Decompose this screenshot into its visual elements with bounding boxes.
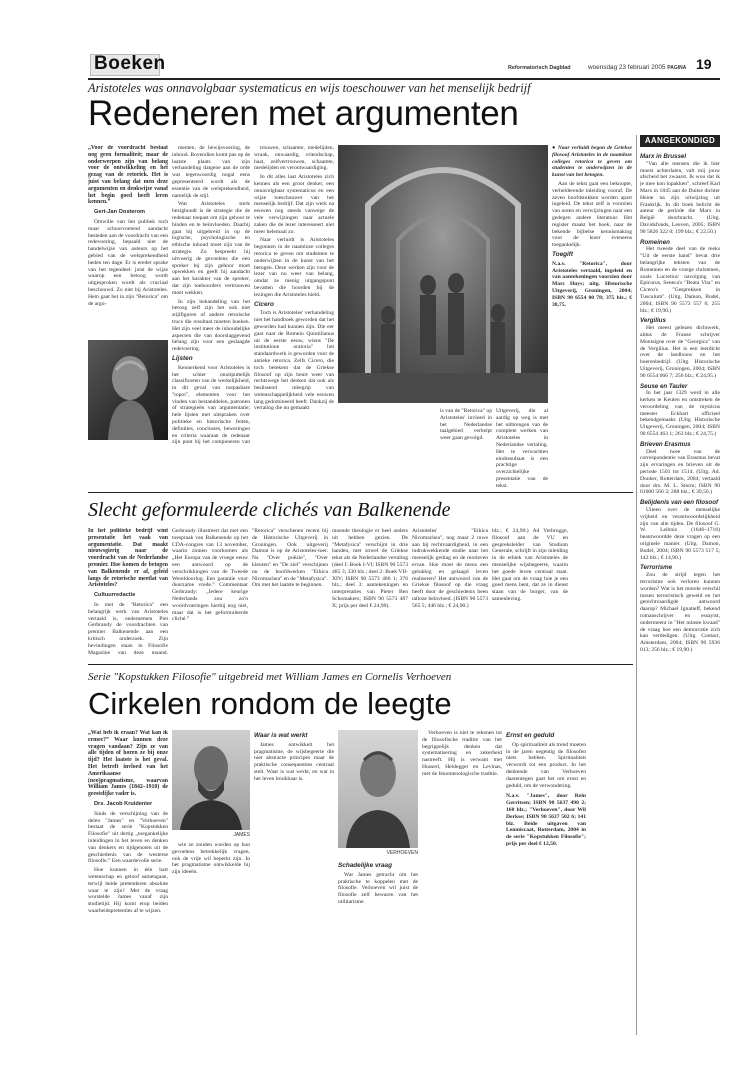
section-rule-2 bbox=[88, 664, 633, 665]
sidebar-item-text: In het jaar 1329 werd in alle kerken te Keulen en omstreken de veroordeling van de mysticus meester Eckhart officieel bekendgemaakt. (Uitg. Historische Uitgeverij, Groningen, 2004; ISBN 90 6554 463 1; 263 blz.; € 24,75.) bbox=[640, 390, 720, 438]
subhead-waar: Waar is wat werkt bbox=[254, 732, 308, 739]
article1-col2 bbox=[172, 145, 250, 445]
article1-caption-col bbox=[552, 145, 632, 490]
sidebar-title-text: AANGEKONDIGD bbox=[644, 136, 716, 145]
article2-col3 bbox=[252, 528, 328, 656]
article1-headline: Redeneren met argumenten bbox=[88, 94, 519, 133]
sidebar-title bbox=[640, 135, 720, 147]
article1-col1-text: Omwille van het publiek toch maar schoorvoetend aandacht besteden aan de voordracht van een redevoering, bepaald niet de handelwijze van auteurs op het gebied van de welsprekendheid heden ten dage. Er is ereder sprake van het tegendeel: juist de wijze waarop een betoog wordt uitgesproken wordt als cruciaal beschouwd. Zo niet bij Aristoteles. Hem gaat het in zijn "Retorica" om de argu- bbox=[88, 218, 168, 307]
article2-col5 bbox=[412, 528, 488, 656]
article1-col2a: menten, de bewijsvoering, de inhoud. Bovendien komt pas op de laatste plaats van zijn verhandeling datgene aan de orde wat tegenwoordig nogal eens gepresenteerd wordt als de essentie van de welsprekendheid, namelijk de stijl. bbox=[172, 145, 250, 199]
masthead-rule bbox=[88, 78, 720, 80]
article1-caption: Aan de tekst gaat een beknopte, verhelderende inleiding vooraf. De zeven hoofdstukken worden apart ingeleid. De tekst zelf is voorzien van noten en verwijzingen naar een gedegen andere literatuur. Het register maakt het boek, naar de bekende bijbelse kennismaking voor de lezer eveneens toegankelijk. bbox=[552, 180, 632, 249]
bust-illustration bbox=[88, 340, 168, 440]
article2-col4 bbox=[332, 528, 408, 656]
article3-col4 bbox=[338, 860, 418, 1030]
page-number: 19 bbox=[696, 56, 712, 72]
subhead-toegift: Toegift bbox=[552, 250, 574, 258]
article2-col1 bbox=[88, 528, 168, 656]
article1-col6 bbox=[440, 408, 492, 488]
article1-col2d: Kennerkend voor Aristoteles is het schier onuitputtelijk classificeren van de werkelijkheid, in dit geval van toepasbare "topoi", elementen voor het vinden van bestanddelen, patronen of strategieën van argumentatie; hele lijsten met uitspraken over politieke en historische feiten, definities, conclusies, beweringen en criteria waaraan de redenaar zijn punt bij het componeren van bbox=[172, 364, 250, 445]
sidebar-list bbox=[640, 150, 720, 1030]
article2-col3-text: "Retorica" verschenen recent bij de Historische Uitgeverij in Groningen. Ook uitgeverij Damon is op de Aristoteles-toer. Na "Over poëzie", "Over kleuren" en "De ziel" verschijnen nu de hoofdwerken "Ethica Nicomachea" en de "Metafysica". Om met het laatste te beginnen. bbox=[252, 528, 328, 589]
article2-sub: Cultuurredactie bbox=[94, 592, 136, 599]
article1-col3b: In dit alles laat Aristoteles zich kennen als een groot denker, een onnavolgbaar systematicus en een wijze toeschouwer van het menselijk bedrijf. Dat zijn werk na eeuwen nog steeds vanwege de vele verwijzingen naar actuele zaken die de lezer interesseert niet meer helemaal zo. bbox=[254, 174, 334, 235]
section-rule-1 bbox=[88, 492, 633, 493]
article1-kicker: Aristoteles was onnavolgbaar systematicus en wijs toeschouwer van het menselijk bedrijf bbox=[88, 81, 531, 95]
article2-col6-text: blz.; € 24,90.) Ad Verbrugge, filosoof aan de VU en gespreksleider van Studium Generale, schrijft in zijn inleiding in de ethiek van Aristoteles de menselijke wijsbegeerte, waarin het goede leven centraal staat. Het gaat om de vraag hoe je een goed mens bent, dat ze in dienst staan van de burger, van de samenleving. bbox=[492, 528, 568, 602]
article1-col7a: Uitgeverij, die al aardig op weg is met het uitbrengen van de complete werken van Aristoteles in Nederlandse vertaling. Het te verwachten eindresultaat is een prachtige overzichtelijke presentatie van de tekst. bbox=[496, 408, 548, 488]
article2-headline: Slecht geformuleerde clichés van Balkenende bbox=[88, 499, 451, 521]
subhead-ernst: Ernst en geduld bbox=[506, 732, 555, 739]
article3-col5 bbox=[422, 730, 502, 1030]
article3-biblio: N.a.v. "James", door Rein Gerritsen; ISBN 90 5637 490 2; 160 blz.; "Verhoeven", door Wil Derkse; ISBN 90 5637 502 6; 141 blz. Beide uitgaven van Lemniscaat, Rotterdam, 2004 in de serie "Kopstukken Filosofie"; prijs per deel € 12,50. bbox=[506, 793, 586, 847]
sidebar-item-heading: Romeinen bbox=[640, 238, 670, 246]
painting-illustration bbox=[338, 145, 548, 403]
subhead-lijsten: Lijsten bbox=[172, 354, 193, 362]
article3-col7-text: Op spiritualiteit als trend moeten in de jaren negentig de filosofen niets hebben. Spiritualiteit verwordt tot een product. In het denkende van Verhoeven daarentegen gaat het om ernst en geduld, om de verwondering. bbox=[506, 741, 586, 789]
article2-col4-text: moende theologie er heel anders uit hebben gezien. De "Metafysica" verschijnt in drie banden, met zowel de Griekse tekst als de Nederlandse vertaling (deel I: Boek I-VI; ISBN 90 5573 485 3; 330 blz.; deel 2: Boek VII-XIV; ISBN 90 5573 486 1; 376 blz.; deel 3: aantekeningen en interpretaties van Pieter Ben Schomakers; ISBN 90 5573 487 X; prijs per deel € 24,90). bbox=[332, 528, 408, 609]
sidebar-item-text: Het tweede deel van de reeks "Uit de eerste hand" bevat drie belangrijke teksten van de Romeinen en de vroege christenen, zoals Lucretius' navolging van Epicurus, Seneca's "Beata Vita" en Cicero's "Gesprekken in Tusculum". (Uitg. Damon, Budel, 2004; ISBN 90 5573 557 6; 255 blz.; € 19,90.) bbox=[640, 246, 720, 314]
verhoeven-photo bbox=[338, 730, 418, 848]
article3-col5-text: Verhoeven is niet te rekenen tot de filosofische traditie van het begrippelijk denken dat systematisering en zekerheid nastreeft. Hij is verwant met Husserl, Heidegger en Levinas, met de fenomenologische traditie. bbox=[422, 730, 502, 777]
verhoeven-caption: VERHOEVEN bbox=[386, 850, 418, 856]
date-text: woensdag 23 februari 2005 bbox=[588, 64, 666, 71]
article1-col2b: Wat Aristoteles sterk bezighoudt is de strategie die de redenaar toepast om zijn gehoor te binden en te beïnvloeden. Daarbij gaat hij uitgebreid in op de logische, psychologische en ethische inhoud moet zijn van de strategie. Zo bespreekt hij uitvoerig de gevoelens die een spreker bij zijn gehoor moet opwekken en geeft hij aandacht aan het karakter van de spreker, dat zijn toehoorders vertrouwen moet wekken. bbox=[172, 201, 250, 296]
sidebar-item-text: "Van alle mensen die ik hier moest achterlaten, valt mij jouw afscheid het zwaarst. Ik wou dat ik je mee kon inpakken", schreef Karl Marx in 1845 aan de Duitse dichter Heine na zijn uitwijzing uit Frankrijk. In dit boek belicht de auteur de periode die Marx in België doorbracht. (Uitg. Davidsfonds, Leuven, 2005; ISBN 90 5826 322 0; 199 blz.; € 22,50.) bbox=[640, 160, 720, 235]
issue-date bbox=[588, 64, 686, 71]
sidebar-item-heading: Brieven Erasmus bbox=[640, 440, 691, 448]
article1-col3a: trouwen, schaamte, medelijden, wraak, onwaardig, vriendschap, haat, zelfvertrouwen, schaamte, medelijden en verontwaardiging. bbox=[254, 145, 334, 172]
article3-headline: Cirkelen rondom de leegte bbox=[88, 686, 452, 721]
subhead-schad: Schadelijke vraag bbox=[338, 862, 392, 869]
article3-col2-text: Hoe kunnen in één hart wetenschap en geloof samengaan, terwijl beide pretenderen absolute waar te zijn? Met de vraag worstelde James vanaf zijn studietijd. Hij komt erop beiden waarheidspretenties af te wijzen. bbox=[88, 867, 168, 914]
sidebar-item-heading: Marx in Brussel bbox=[640, 153, 687, 160]
sidebar-item-text: Uiteen over de menselijke vrijheid en verantwoordelijkheid zijn van alle tijden. De filosoof G. W. Leibniz (1646–1716) beantwoordde deze vragen op een originele manier. (Uitg. Damon, Budel, 2004; ISBN 90 5573 517 5; 142 blz.; € 14,90.) bbox=[640, 507, 720, 561]
aristotle-photo bbox=[88, 340, 168, 440]
article3-author: Drs. Jacob Kruidenier bbox=[94, 800, 153, 807]
masthead bbox=[88, 53, 720, 77]
sidebar-item-text: Deel twee van de correspondentie van Erasmus bevat zijn ervaringen en brieven uit de periode 1501 tot 1514. (Uitg. Ad. Donker, Rotterdam, 2004; vertaald door drs. M. L. Storm; ISBN 90 61000 566 3; 288 blz.; € 39,50.) bbox=[640, 448, 720, 496]
sidebar-item-text: Het meest gelezen dichtwerk, aldus de Franse schrijver Montaigne over de "Georgica" van de Vergilius. Het is een leerdicht over de landbouw en het boerenbedrijf. (Uitg. Historische Uitgeverij, Groningen, 2004; ISBN 90 6554 066 7; 256 blz.; € 24,95.) bbox=[640, 325, 720, 379]
article1-col3d: Toch is Aristoteles' verhandeling niet het handboek geworden dat het geworden had kunnen zijn. Die eer gaat naar de Romein Quintilianus uit de eerste eeuw, wiens "De institutione oratoria" het standaardwerk is geworden voor de antieke retorica. Zelfs Cicero, die toch betekent dat de Griekse filosoof op zijn beurt weer van rechtswege het denken dat ook als beslissend inbegrip van wetenschappelijkheid vele eeuwen lang gedomineerd heeft. Dankzij de vertaling die nu gemaakt bbox=[254, 310, 334, 412]
page-label: PAGINA bbox=[667, 65, 687, 71]
article2-col1-text: In met de "Retorica" een belangrijk werk van Aristoteles vertaald is, ondernemen Piet Gerbrandy de voordrachten van premier Balkenende aan een kritisch onderzoek. Zijn bevindingen staan in Filosofie Magazine van deze maand. bbox=[88, 601, 168, 656]
article3-col3-text: wie ze zouden worden op hun gevoelens betrekkelijk vragen, ook de vrije wil beperkt zijn. In het pragmatisme ontwikkelde hij zijn ideeën. bbox=[172, 842, 250, 876]
article1-lead: „Voor de voordracht bestaat nog geen formaliteit; maar de onderwerpen zijn van belang voor de ontwikkeling en het gezag van de retoriek. Het is juist van belang dat men deze argumenten en denkwijze vanaf het begin goed heeft leren kennen.” bbox=[88, 145, 168, 206]
sidebar-divider bbox=[636, 135, 637, 1035]
article1-col2c: In zijn behandeling van het betoog zelf zijn het ook niet stijlfiguren of andere retorische trucs die resultaat moeten boeken. Het zijn veel meer de inhoudelijke aspecten die van doorslaggevend belang zijn voor een geslaagde redevoering. bbox=[172, 298, 250, 353]
article3-kicker: Serie "Kopstukken Filosofie" uitgebreid met William James en Cornelis Verhoeven bbox=[88, 671, 452, 683]
article1-caption-intro: ● Naar verluidt begon de Griekse filosoof Aristoteles in de naamloze colleges retorica te geven om studenten te onderwijzen in de kunst van het betogen. bbox=[552, 145, 632, 179]
article3-col4-text: James ontwikkelt het pragmatisme, de wijsbegeerte die niet abstracte principes maar de praktische consequenties centraal stelt. Waar is wat werkt, en wat in het leven bruikbaar is. bbox=[254, 741, 334, 782]
verhoeven-portrait bbox=[338, 730, 418, 848]
article3-col2 bbox=[172, 842, 250, 1030]
article3-col3 bbox=[254, 730, 334, 1030]
article3-lead: „Wat heb ik eraan? Wat kan ik ermee?” Waar kunnen deze vragen vandaan? Zijn ze van alle tijden of horen ze bij onze tijd? Het laatste is het geval. Het betreft invloed van het Amerikaanse (neo)pragmatisme, waarvan William James (1842–1910) de geestelijke vader is. bbox=[88, 730, 168, 798]
article3-col6 bbox=[506, 730, 586, 1030]
subhead-cicero: Cicero bbox=[254, 300, 274, 308]
section-title: Boeken bbox=[94, 53, 166, 74]
article1-col3 bbox=[254, 145, 334, 445]
article2-col2 bbox=[172, 528, 248, 656]
sidebar-item-heading: Vergilius bbox=[640, 317, 666, 325]
article1-col7 bbox=[496, 408, 548, 488]
james-caption: JAMES bbox=[233, 832, 250, 838]
article1-col3c: Naar verluidt is Aristoteles begonnen in de naamloze colleges retorica te geven om studenten te onderwijzen in de kunst van het betogen. Deze werken zijn voor de lezer van nu weer van belang, omdat ze menig uitgangspunt bevatten die hoorden bij de lezingen die Aristoteles hield. bbox=[254, 237, 334, 298]
article2-lead: In het politieke bedrijf wint presentatie het vaak van argumentatie. Dat maakt nieuwsgierig naar de voordracht van de Nederlandse premier. Hoe komen de betogen van Balkenende er af, geleid langs de retorische meetlat van Aristoteles? bbox=[88, 528, 168, 589]
article3-col6-text: Wat James getracht om het praktische te koppelen met de filosofie. Verhoeven wil juist de filosofie zelf bewaren van het utilitarisme. bbox=[338, 871, 418, 905]
article1-author: Gert-Jan Oosterom bbox=[94, 209, 145, 216]
paper-name: Reformatorisch Dagblad bbox=[508, 65, 571, 71]
article3-col1 bbox=[88, 730, 168, 1030]
sidebar-item-heading: Terrorisme bbox=[640, 564, 673, 572]
sidebar-item-heading: Seuse en Tauler bbox=[640, 382, 688, 390]
james-portrait bbox=[172, 730, 250, 830]
school-of-athens-photo bbox=[338, 145, 548, 403]
article1-biblio: N.a.v. "Retorica", door Aristoteles vertaald, ingeleid en van aantekeningen voorzien door Marc Huys; uitg. Historische Uitgeverij, Groningen, 2004; ISBN 90 6554 00 78; 375 blz.; € 38,75. bbox=[552, 260, 632, 308]
james-photo bbox=[172, 730, 250, 830]
article2-col2-text: Gerbrandy illustreert dat met een toespraak van Balkenende op het CDA-congres van 13 november, waarin zinnen voorkomen als „Het Europa van de vroege eeuw een antwoord op de verschrikkingen van de Tweede Wereldoorlog. Een garantie voor duurzame vrede.” Commentaar Gerbrandy: „Iedere keurige Nederlands zou zo'n woordvoeringen hierbij nog niet, maar dat is het geformuleerde cliché.” bbox=[172, 528, 248, 623]
article2-col6 bbox=[492, 528, 568, 656]
article2-col5-text: Aristoteles' "Ethica Nicomachea", nog maar 2 ruwe aan bij rechtvaardigheid, in een indrukwekkende studie naar het menselijk gedrag en de motieven ervan. Hoe moet de mens een gelukkig en gelaagd leven realiseren? Het antwoord van de Griekse filosoof op die vraag heeft door de geschiedenis heen talloze beïnvloed. (ISBN 90 5573 565 5; 446 blz.; € 24,90.) bbox=[412, 528, 488, 609]
article3-col1-text: Sinds de verschijning van de delen "James" en "Verhoeven" bestaat de serie "Kopstukken Filosofie" uit dertig „toegankelijke inleidingen in het leven en denken van denkers en tijdgenoten uit de geschiedenis van de westerse filosofie.” Een waardevolle serie. bbox=[88, 810, 168, 865]
article1-col6a: is van de "Retorica" op Aristoteles' invloed in het Nederlandse taalgebied verhelpt weer gaan gevolgd. bbox=[440, 408, 492, 442]
sidebar-item-heading: Belijdenis van een filosoof bbox=[640, 499, 719, 507]
sidebar-item-text: Zou de strijd tegen het terrorisme ook verloren kunnen worden? Wat is het morele verschil tussen terroristisch geweld en het gerechtvaardigde antwoord daarop? Michael Ignatieff, bekend romanschrijver en essayist, ondermeent in "Het minste kwaad" de vraag hoe een democratie zich kan verdedigen. (Uitg. Contact, Amsterdam, 2004; ISBN 90 5936 013; 256 blz.; € 19,90.) bbox=[640, 572, 720, 653]
